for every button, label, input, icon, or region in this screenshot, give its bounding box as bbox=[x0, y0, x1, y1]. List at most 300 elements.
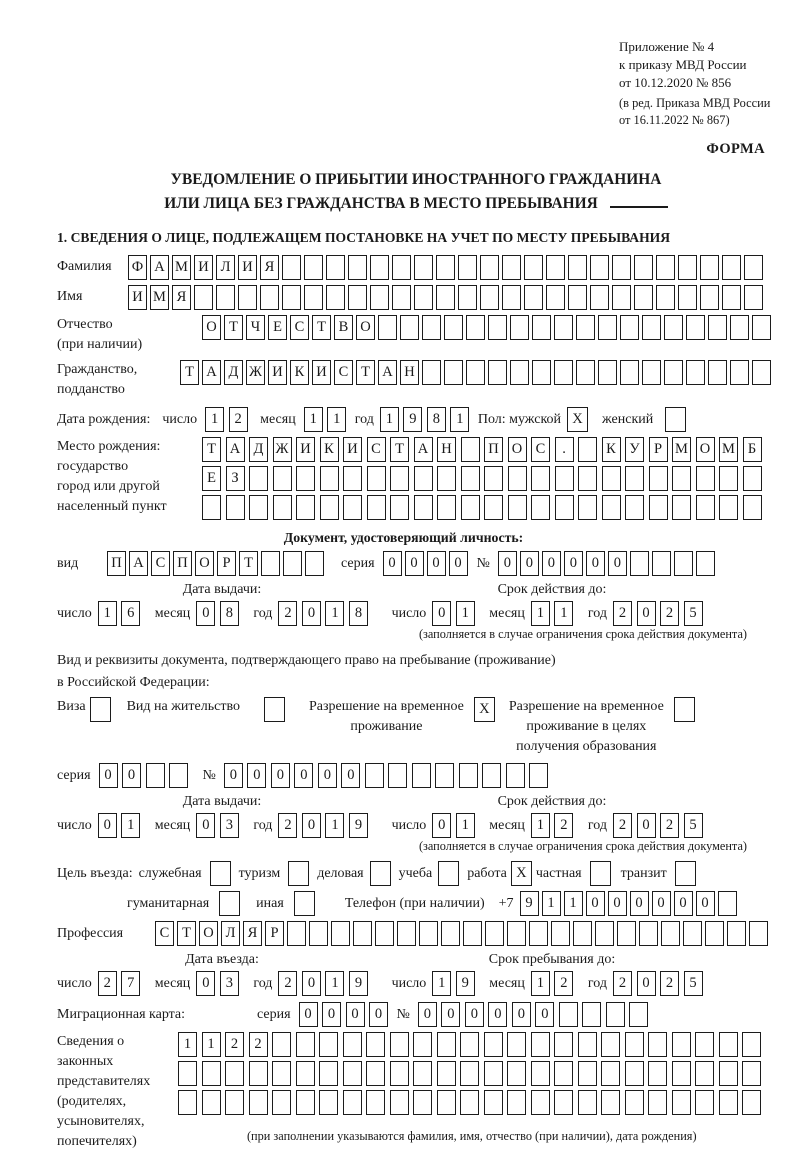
char-box[interactable]: М bbox=[150, 285, 169, 310]
char-box[interactable]: 0 bbox=[542, 551, 561, 576]
char-box[interactable] bbox=[488, 360, 507, 385]
char-box[interactable] bbox=[390, 1032, 409, 1057]
char-box[interactable] bbox=[319, 1032, 338, 1057]
char-box[interactable] bbox=[578, 437, 597, 462]
checkbox[interactable] bbox=[219, 891, 240, 916]
char-box[interactable] bbox=[625, 1061, 644, 1086]
char-box[interactable] bbox=[282, 285, 301, 310]
char-box[interactable] bbox=[742, 1032, 761, 1057]
char-box[interactable]: 0 bbox=[512, 1002, 531, 1027]
char-box[interactable]: 2 bbox=[660, 971, 679, 996]
char-box[interactable] bbox=[674, 551, 693, 576]
char-box[interactable]: . bbox=[555, 437, 574, 462]
char-box[interactable]: Д bbox=[249, 437, 268, 462]
char-box[interactable] bbox=[630, 551, 649, 576]
char-box[interactable]: О bbox=[195, 551, 214, 576]
char-box[interactable] bbox=[744, 255, 763, 280]
char-box[interactable] bbox=[508, 466, 527, 491]
char-box[interactable] bbox=[296, 495, 315, 520]
char-box[interactable] bbox=[343, 1061, 362, 1086]
char-box[interactable]: 0 bbox=[224, 763, 243, 788]
checkbox[interactable] bbox=[590, 861, 611, 886]
char-box[interactable] bbox=[649, 495, 668, 520]
char-box[interactable]: А bbox=[150, 255, 169, 280]
char-box[interactable] bbox=[554, 1032, 573, 1057]
char-box[interactable] bbox=[601, 1061, 620, 1086]
char-box[interactable] bbox=[718, 891, 737, 916]
char-box[interactable]: 0 bbox=[122, 763, 141, 788]
char-box[interactable]: 2 bbox=[554, 971, 573, 996]
checkbox[interactable] bbox=[288, 861, 309, 886]
char-box[interactable] bbox=[664, 315, 683, 340]
char-box[interactable] bbox=[652, 551, 671, 576]
char-box[interactable] bbox=[422, 360, 441, 385]
char-box[interactable]: 1 bbox=[432, 971, 451, 996]
char-box[interactable] bbox=[437, 466, 456, 491]
char-box[interactable] bbox=[392, 285, 411, 310]
char-box[interactable] bbox=[672, 495, 691, 520]
char-box[interactable]: И bbox=[312, 360, 331, 385]
char-box[interactable] bbox=[296, 1032, 315, 1057]
char-box[interactable]: 0 bbox=[498, 551, 517, 576]
char-box[interactable] bbox=[226, 495, 245, 520]
char-box[interactable] bbox=[463, 921, 482, 946]
char-box[interactable] bbox=[460, 1090, 479, 1115]
char-box[interactable]: 0 bbox=[637, 813, 656, 838]
char-box[interactable]: 0 bbox=[196, 601, 215, 626]
char-box[interactable]: 1 bbox=[531, 971, 550, 996]
char-box[interactable] bbox=[413, 1032, 432, 1057]
char-box[interactable] bbox=[598, 315, 617, 340]
char-box[interactable]: 1 bbox=[98, 601, 117, 626]
char-box[interactable] bbox=[700, 285, 719, 310]
char-box[interactable] bbox=[546, 285, 565, 310]
char-box[interactable]: Т bbox=[224, 315, 243, 340]
char-box[interactable]: Л bbox=[216, 255, 235, 280]
char-box[interactable] bbox=[484, 1090, 503, 1115]
char-box[interactable]: Т bbox=[390, 437, 409, 462]
char-box[interactable] bbox=[304, 255, 323, 280]
char-box[interactable] bbox=[722, 285, 741, 310]
char-box[interactable] bbox=[695, 1061, 714, 1086]
char-box[interactable] bbox=[524, 285, 543, 310]
char-box[interactable] bbox=[249, 466, 268, 491]
char-box[interactable]: И bbox=[238, 255, 257, 280]
char-box[interactable]: 1 bbox=[205, 407, 224, 432]
char-box[interactable] bbox=[437, 1061, 456, 1086]
char-box[interactable]: Р bbox=[217, 551, 236, 576]
char-box[interactable]: Т bbox=[177, 921, 196, 946]
char-box[interactable]: 0 bbox=[427, 551, 446, 576]
char-box[interactable]: 0 bbox=[586, 551, 605, 576]
char-box[interactable] bbox=[719, 466, 738, 491]
char-box[interactable] bbox=[678, 285, 697, 310]
char-box[interactable]: 1 bbox=[121, 813, 140, 838]
char-box[interactable]: 0 bbox=[299, 1002, 318, 1027]
char-box[interactable]: 3 bbox=[220, 813, 239, 838]
char-box[interactable]: И bbox=[194, 255, 213, 280]
char-box[interactable] bbox=[326, 285, 345, 310]
char-box[interactable] bbox=[272, 1090, 291, 1115]
checkbox[interactable] bbox=[210, 861, 231, 886]
char-box[interactable] bbox=[225, 1061, 244, 1086]
char-box[interactable]: 0 bbox=[302, 813, 321, 838]
char-box[interactable] bbox=[412, 763, 431, 788]
char-box[interactable] bbox=[216, 285, 235, 310]
char-box[interactable] bbox=[678, 255, 697, 280]
char-box[interactable]: 1 bbox=[325, 601, 344, 626]
char-box[interactable]: А bbox=[414, 437, 433, 462]
char-box[interactable]: 0 bbox=[294, 763, 313, 788]
char-box[interactable]: 0 bbox=[608, 891, 627, 916]
char-box[interactable] bbox=[743, 495, 762, 520]
char-box[interactable] bbox=[390, 466, 409, 491]
char-box[interactable] bbox=[727, 921, 746, 946]
char-box[interactable] bbox=[435, 763, 454, 788]
char-box[interactable]: 0 bbox=[432, 601, 451, 626]
char-box[interactable] bbox=[225, 1090, 244, 1115]
char-box[interactable]: 1 bbox=[554, 601, 573, 626]
char-box[interactable] bbox=[506, 763, 525, 788]
char-box[interactable] bbox=[617, 921, 636, 946]
char-box[interactable] bbox=[568, 255, 587, 280]
char-box[interactable]: К bbox=[320, 437, 339, 462]
char-box[interactable] bbox=[576, 315, 595, 340]
char-box[interactable] bbox=[343, 1090, 362, 1115]
char-box[interactable]: 0 bbox=[247, 763, 266, 788]
char-box[interactable] bbox=[532, 315, 551, 340]
char-box[interactable] bbox=[510, 315, 529, 340]
char-box[interactable] bbox=[743, 466, 762, 491]
char-box[interactable]: П bbox=[173, 551, 192, 576]
char-box[interactable]: 2 bbox=[278, 601, 297, 626]
char-box[interactable] bbox=[529, 921, 548, 946]
char-box[interactable] bbox=[414, 466, 433, 491]
char-box[interactable]: 0 bbox=[535, 1002, 554, 1027]
char-box[interactable] bbox=[705, 921, 724, 946]
char-box[interactable] bbox=[672, 466, 691, 491]
char-box[interactable] bbox=[400, 315, 419, 340]
checkbox[interactable]: X bbox=[474, 697, 495, 722]
char-box[interactable] bbox=[708, 315, 727, 340]
char-box[interactable]: Н bbox=[400, 360, 419, 385]
char-box[interactable] bbox=[620, 360, 639, 385]
char-box[interactable]: 2 bbox=[554, 813, 573, 838]
char-box[interactable] bbox=[169, 763, 188, 788]
checkbox[interactable] bbox=[370, 861, 391, 886]
char-box[interactable] bbox=[649, 466, 668, 491]
char-box[interactable] bbox=[343, 495, 362, 520]
char-box[interactable]: И bbox=[343, 437, 362, 462]
char-box[interactable] bbox=[531, 1061, 550, 1086]
char-box[interactable]: М bbox=[719, 437, 738, 462]
char-box[interactable] bbox=[648, 1061, 667, 1086]
char-box[interactable] bbox=[296, 1061, 315, 1086]
char-box[interactable] bbox=[686, 315, 705, 340]
char-box[interactable] bbox=[458, 285, 477, 310]
char-box[interactable] bbox=[320, 495, 339, 520]
char-box[interactable]: 5 bbox=[684, 971, 703, 996]
char-box[interactable] bbox=[742, 1061, 761, 1086]
char-box[interactable] bbox=[672, 1090, 691, 1115]
checkbox[interactable]: X bbox=[567, 407, 588, 432]
char-box[interactable]: 7 bbox=[121, 971, 140, 996]
char-box[interactable] bbox=[719, 495, 738, 520]
char-box[interactable] bbox=[194, 285, 213, 310]
char-box[interactable] bbox=[554, 360, 573, 385]
char-box[interactable] bbox=[458, 255, 477, 280]
char-box[interactable]: Ж bbox=[246, 360, 265, 385]
char-box[interactable] bbox=[531, 1090, 550, 1115]
char-box[interactable] bbox=[661, 921, 680, 946]
char-box[interactable] bbox=[309, 921, 328, 946]
char-box[interactable] bbox=[414, 285, 433, 310]
char-box[interactable] bbox=[656, 255, 675, 280]
char-box[interactable] bbox=[744, 285, 763, 310]
char-box[interactable]: 5 bbox=[684, 813, 703, 838]
char-box[interactable] bbox=[700, 255, 719, 280]
checkbox[interactable] bbox=[665, 407, 686, 432]
char-box[interactable]: 1 bbox=[178, 1032, 197, 1057]
char-box[interactable] bbox=[507, 921, 526, 946]
char-box[interactable]: 2 bbox=[278, 813, 297, 838]
char-box[interactable]: О bbox=[356, 315, 375, 340]
char-box[interactable]: Л bbox=[221, 921, 240, 946]
char-box[interactable]: О bbox=[508, 437, 527, 462]
char-box[interactable] bbox=[461, 437, 480, 462]
char-box[interactable]: Ф bbox=[128, 255, 147, 280]
char-box[interactable] bbox=[554, 1090, 573, 1115]
char-box[interactable] bbox=[573, 921, 592, 946]
char-box[interactable] bbox=[642, 315, 661, 340]
char-box[interactable]: 1 bbox=[325, 971, 344, 996]
char-box[interactable]: 2 bbox=[278, 971, 297, 996]
char-box[interactable] bbox=[466, 315, 485, 340]
char-box[interactable]: 8 bbox=[349, 601, 368, 626]
char-box[interactable]: 0 bbox=[369, 1002, 388, 1027]
char-box[interactable]: 0 bbox=[405, 551, 424, 576]
char-box[interactable] bbox=[730, 360, 749, 385]
char-box[interactable]: О bbox=[199, 921, 218, 946]
char-box[interactable]: Т bbox=[312, 315, 331, 340]
char-box[interactable]: 2 bbox=[660, 601, 679, 626]
char-box[interactable] bbox=[578, 466, 597, 491]
char-box[interactable] bbox=[719, 1032, 738, 1057]
char-box[interactable]: 0 bbox=[346, 1002, 365, 1027]
char-box[interactable]: Ч bbox=[246, 315, 265, 340]
char-box[interactable]: 0 bbox=[637, 971, 656, 996]
char-box[interactable] bbox=[272, 1061, 291, 1086]
char-box[interactable] bbox=[305, 551, 324, 576]
char-box[interactable] bbox=[555, 495, 574, 520]
char-box[interactable] bbox=[531, 466, 550, 491]
char-box[interactable] bbox=[444, 360, 463, 385]
char-box[interactable] bbox=[546, 255, 565, 280]
char-box[interactable]: А bbox=[226, 437, 245, 462]
char-box[interactable]: П bbox=[484, 437, 503, 462]
char-box[interactable] bbox=[437, 1090, 456, 1115]
char-box[interactable]: Ж bbox=[273, 437, 292, 462]
char-box[interactable] bbox=[529, 763, 548, 788]
char-box[interactable]: С bbox=[531, 437, 550, 462]
char-box[interactable]: 0 bbox=[98, 813, 117, 838]
char-box[interactable] bbox=[683, 921, 702, 946]
char-box[interactable] bbox=[296, 466, 315, 491]
char-box[interactable] bbox=[602, 466, 621, 491]
char-box[interactable] bbox=[696, 466, 715, 491]
char-box[interactable]: Р bbox=[649, 437, 668, 462]
char-box[interactable]: А bbox=[202, 360, 221, 385]
char-box[interactable]: С bbox=[290, 315, 309, 340]
char-box[interactable]: 1 bbox=[456, 813, 475, 838]
char-box[interactable] bbox=[559, 1002, 578, 1027]
char-box[interactable] bbox=[480, 255, 499, 280]
char-box[interactable]: 3 bbox=[220, 971, 239, 996]
char-box[interactable] bbox=[602, 495, 621, 520]
char-box[interactable] bbox=[261, 551, 280, 576]
char-box[interactable] bbox=[696, 551, 715, 576]
char-box[interactable] bbox=[695, 1090, 714, 1115]
char-box[interactable]: Н bbox=[437, 437, 456, 462]
char-box[interactable] bbox=[555, 466, 574, 491]
char-box[interactable] bbox=[282, 255, 301, 280]
char-box[interactable]: 2 bbox=[613, 601, 632, 626]
char-box[interactable]: С bbox=[334, 360, 353, 385]
char-box[interactable]: К bbox=[290, 360, 309, 385]
char-box[interactable] bbox=[625, 495, 644, 520]
char-box[interactable]: А bbox=[129, 551, 148, 576]
char-box[interactable]: О bbox=[202, 315, 221, 340]
char-box[interactable] bbox=[480, 285, 499, 310]
char-box[interactable] bbox=[484, 466, 503, 491]
char-box[interactable] bbox=[444, 315, 463, 340]
char-box[interactable] bbox=[612, 285, 631, 310]
char-box[interactable]: 0 bbox=[322, 1002, 341, 1027]
char-box[interactable]: 1 bbox=[531, 813, 550, 838]
char-box[interactable] bbox=[296, 1090, 315, 1115]
char-box[interactable] bbox=[719, 1090, 738, 1115]
char-box[interactable]: 9 bbox=[456, 971, 475, 996]
char-box[interactable] bbox=[436, 285, 455, 310]
char-box[interactable]: 1 bbox=[531, 601, 550, 626]
char-box[interactable] bbox=[419, 921, 438, 946]
char-box[interactable] bbox=[319, 1061, 338, 1086]
char-box[interactable]: 2 bbox=[229, 407, 248, 432]
char-box[interactable]: 9 bbox=[349, 813, 368, 838]
char-box[interactable] bbox=[238, 285, 257, 310]
char-box[interactable] bbox=[484, 1032, 503, 1057]
char-box[interactable]: 0 bbox=[488, 1002, 507, 1027]
char-box[interactable]: К bbox=[602, 437, 621, 462]
char-box[interactable]: 9 bbox=[520, 891, 539, 916]
char-box[interactable]: Е bbox=[268, 315, 287, 340]
char-box[interactable]: 1 bbox=[456, 601, 475, 626]
char-box[interactable]: 0 bbox=[99, 763, 118, 788]
char-box[interactable]: 0 bbox=[674, 891, 693, 916]
char-box[interactable]: Е bbox=[202, 466, 221, 491]
char-box[interactable] bbox=[365, 763, 384, 788]
char-box[interactable] bbox=[482, 763, 501, 788]
char-box[interactable]: 2 bbox=[613, 813, 632, 838]
char-box[interactable] bbox=[422, 315, 441, 340]
char-box[interactable] bbox=[752, 360, 771, 385]
char-box[interactable] bbox=[488, 315, 507, 340]
char-box[interactable] bbox=[551, 921, 570, 946]
char-box[interactable] bbox=[590, 285, 609, 310]
char-box[interactable] bbox=[367, 495, 386, 520]
char-box[interactable] bbox=[742, 1090, 761, 1115]
char-box[interactable] bbox=[507, 1061, 526, 1086]
char-box[interactable] bbox=[625, 1032, 644, 1057]
char-box[interactable] bbox=[554, 315, 573, 340]
char-box[interactable]: С bbox=[367, 437, 386, 462]
char-box[interactable] bbox=[507, 1090, 526, 1115]
char-box[interactable] bbox=[708, 360, 727, 385]
char-box[interactable] bbox=[656, 285, 675, 310]
char-box[interactable]: 2 bbox=[98, 971, 117, 996]
char-box[interactable] bbox=[730, 315, 749, 340]
char-box[interactable] bbox=[642, 360, 661, 385]
char-box[interactable] bbox=[502, 255, 521, 280]
checkbox[interactable] bbox=[438, 861, 459, 886]
char-box[interactable] bbox=[367, 466, 386, 491]
char-box[interactable]: Я bbox=[172, 285, 191, 310]
char-box[interactable] bbox=[601, 1090, 620, 1115]
char-box[interactable] bbox=[343, 1032, 362, 1057]
char-box[interactable]: С bbox=[151, 551, 170, 576]
char-box[interactable]: 0 bbox=[696, 891, 715, 916]
char-box[interactable] bbox=[578, 1090, 597, 1115]
checkbox[interactable] bbox=[294, 891, 315, 916]
char-box[interactable]: 0 bbox=[196, 813, 215, 838]
char-box[interactable] bbox=[532, 360, 551, 385]
char-box[interactable]: Т bbox=[356, 360, 375, 385]
checkbox[interactable] bbox=[674, 697, 695, 722]
char-box[interactable] bbox=[578, 495, 597, 520]
char-box[interactable]: Р bbox=[265, 921, 284, 946]
char-box[interactable]: 0 bbox=[196, 971, 215, 996]
char-box[interactable] bbox=[414, 255, 433, 280]
char-box[interactable]: С bbox=[155, 921, 174, 946]
char-box[interactable]: 0 bbox=[432, 813, 451, 838]
char-box[interactable]: Т bbox=[180, 360, 199, 385]
char-box[interactable] bbox=[648, 1090, 667, 1115]
char-box[interactable] bbox=[461, 495, 480, 520]
char-box[interactable] bbox=[531, 495, 550, 520]
char-box[interactable] bbox=[441, 921, 460, 946]
char-box[interactable]: 2 bbox=[225, 1032, 244, 1057]
char-box[interactable]: 8 bbox=[427, 407, 446, 432]
char-box[interactable] bbox=[413, 1090, 432, 1115]
char-box[interactable]: 9 bbox=[403, 407, 422, 432]
char-box[interactable]: Т bbox=[239, 551, 258, 576]
char-box[interactable]: 0 bbox=[302, 971, 321, 996]
char-box[interactable]: 0 bbox=[465, 1002, 484, 1027]
char-box[interactable] bbox=[326, 255, 345, 280]
char-box[interactable] bbox=[146, 763, 165, 788]
char-box[interactable] bbox=[397, 921, 416, 946]
char-box[interactable]: Т bbox=[202, 437, 221, 462]
char-box[interactable]: 9 bbox=[349, 971, 368, 996]
char-box[interactable]: 0 bbox=[271, 763, 290, 788]
char-box[interactable] bbox=[466, 360, 485, 385]
char-box[interactable] bbox=[178, 1090, 197, 1115]
char-box[interactable]: П bbox=[107, 551, 126, 576]
char-box[interactable] bbox=[414, 495, 433, 520]
checkbox[interactable] bbox=[264, 697, 285, 722]
char-box[interactable]: 5 bbox=[684, 601, 703, 626]
char-box[interactable] bbox=[461, 466, 480, 491]
